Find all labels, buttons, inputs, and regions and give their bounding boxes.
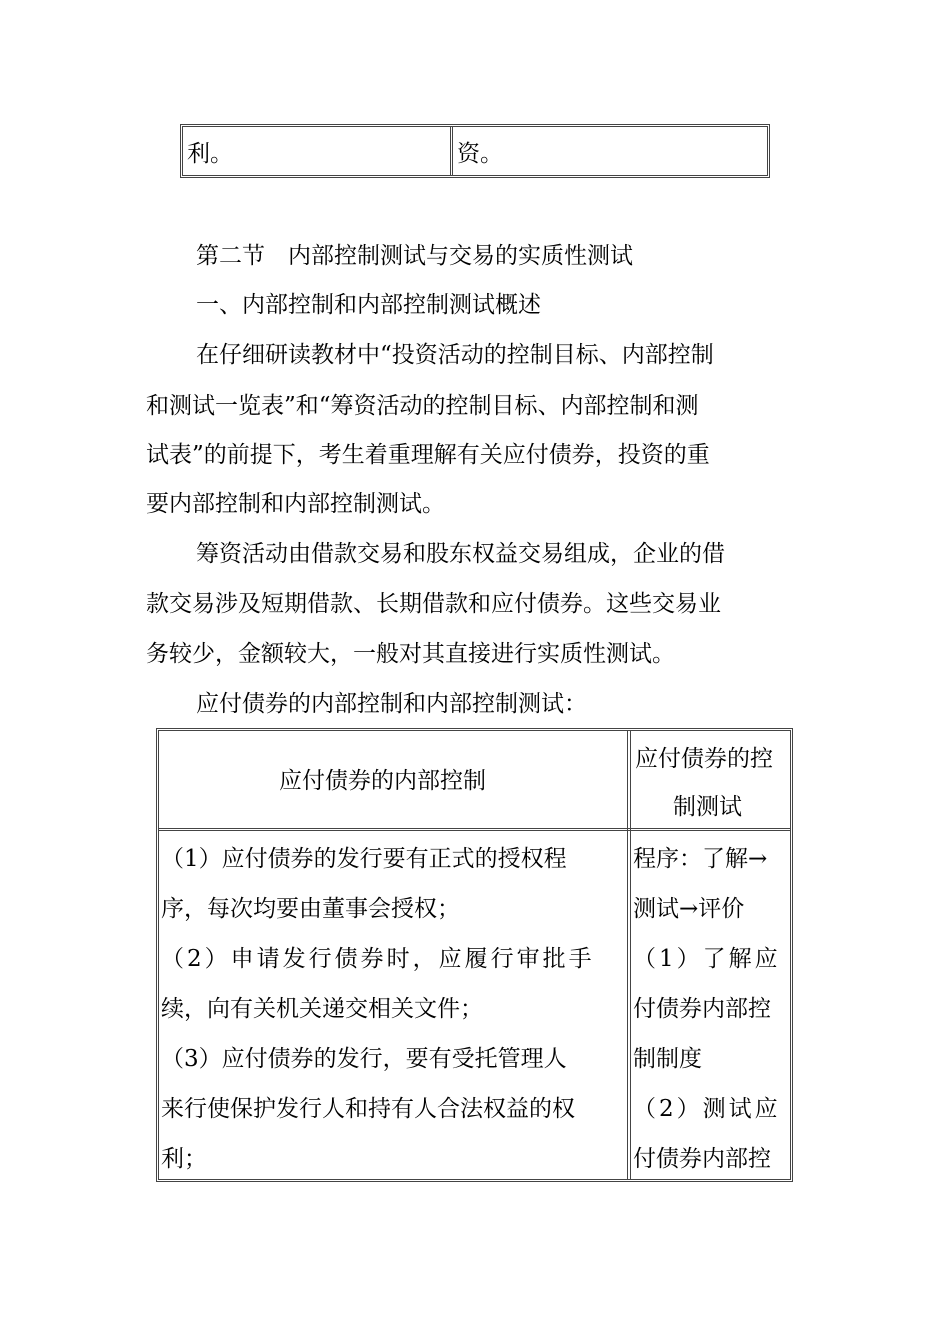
control-item-2-line2: 续，向有关机关递交相关文件；: [161, 996, 483, 1022]
test-step-2-line1: （2）测试应: [633, 1096, 781, 1122]
control-item-3-line3: 利；: [161, 1146, 207, 1172]
paragraph2-line1: 筹资活动由借款交易和股东权益交易组成，企业的借: [196, 541, 725, 567]
paragraph1-line2: 和测试一览表”和“筹资活动的控制目标、内部控制和测: [146, 393, 699, 419]
continued-table-left-cell: 利。: [183, 127, 453, 175]
table-column-divider: [627, 731, 631, 1179]
control-item-2-line1: （2）申请发行债券时，应履行审批手: [161, 946, 595, 972]
subsection-title: 一、内部控制和内部控制测试概述: [196, 292, 541, 318]
continued-table-right-cell: 资。: [457, 140, 503, 167]
continued-table: [180, 124, 770, 178]
section-title: 第二节 内部控制测试与交易的实质性测试: [196, 243, 633, 269]
control-item-1-line2: 序，每次均要由董事会授权；: [161, 896, 460, 922]
paragraph2-line3: 务较少，金额较大，一般对其直接进行实质性测试。: [146, 641, 675, 667]
test-step-2-line2: 付债券内部控: [633, 1146, 771, 1172]
bonds-control-table: [156, 728, 793, 1182]
test-procedure-line1: 程序：了解→: [633, 846, 768, 872]
paragraph1-line3: 试表”的前提下，考生着重理解有关应付债券，投资的重: [146, 442, 710, 468]
control-item-3-line1: （3）应付债券的发行，要有受托管理人: [161, 1046, 567, 1072]
header-internal-control: 应付债券的内部控制: [279, 768, 486, 794]
test-step-1-line1: （1）了解应: [633, 946, 781, 972]
paragraph1-line1: 在仔细研读教材中“投资活动的控制目标、内部控制: [196, 342, 714, 368]
paragraph1-line4: 要内部控制和内部控制测试。: [146, 491, 445, 517]
test-step-1-line3: 制制度: [633, 1046, 702, 1072]
control-item-3-line2: 来行使保护发行人和持有人合法权益的权: [161, 1096, 575, 1122]
test-procedure-line2: 测试→评价: [633, 896, 745, 922]
control-item-1-line1: （1）应付债券的发行要有正式的授权程: [161, 846, 567, 872]
test-step-1-line2: 付债券内部控: [633, 996, 771, 1022]
header-control-test-line2: 制测试: [673, 794, 742, 820]
paragraph2-line2: 款交易涉及短期借款、长期借款和应付债券。这些交易业: [146, 591, 721, 617]
header-control-test-line1: 应付债券的控: [635, 746, 773, 772]
table-intro: 应付债券的内部控制和内部控制测试：: [196, 691, 587, 717]
